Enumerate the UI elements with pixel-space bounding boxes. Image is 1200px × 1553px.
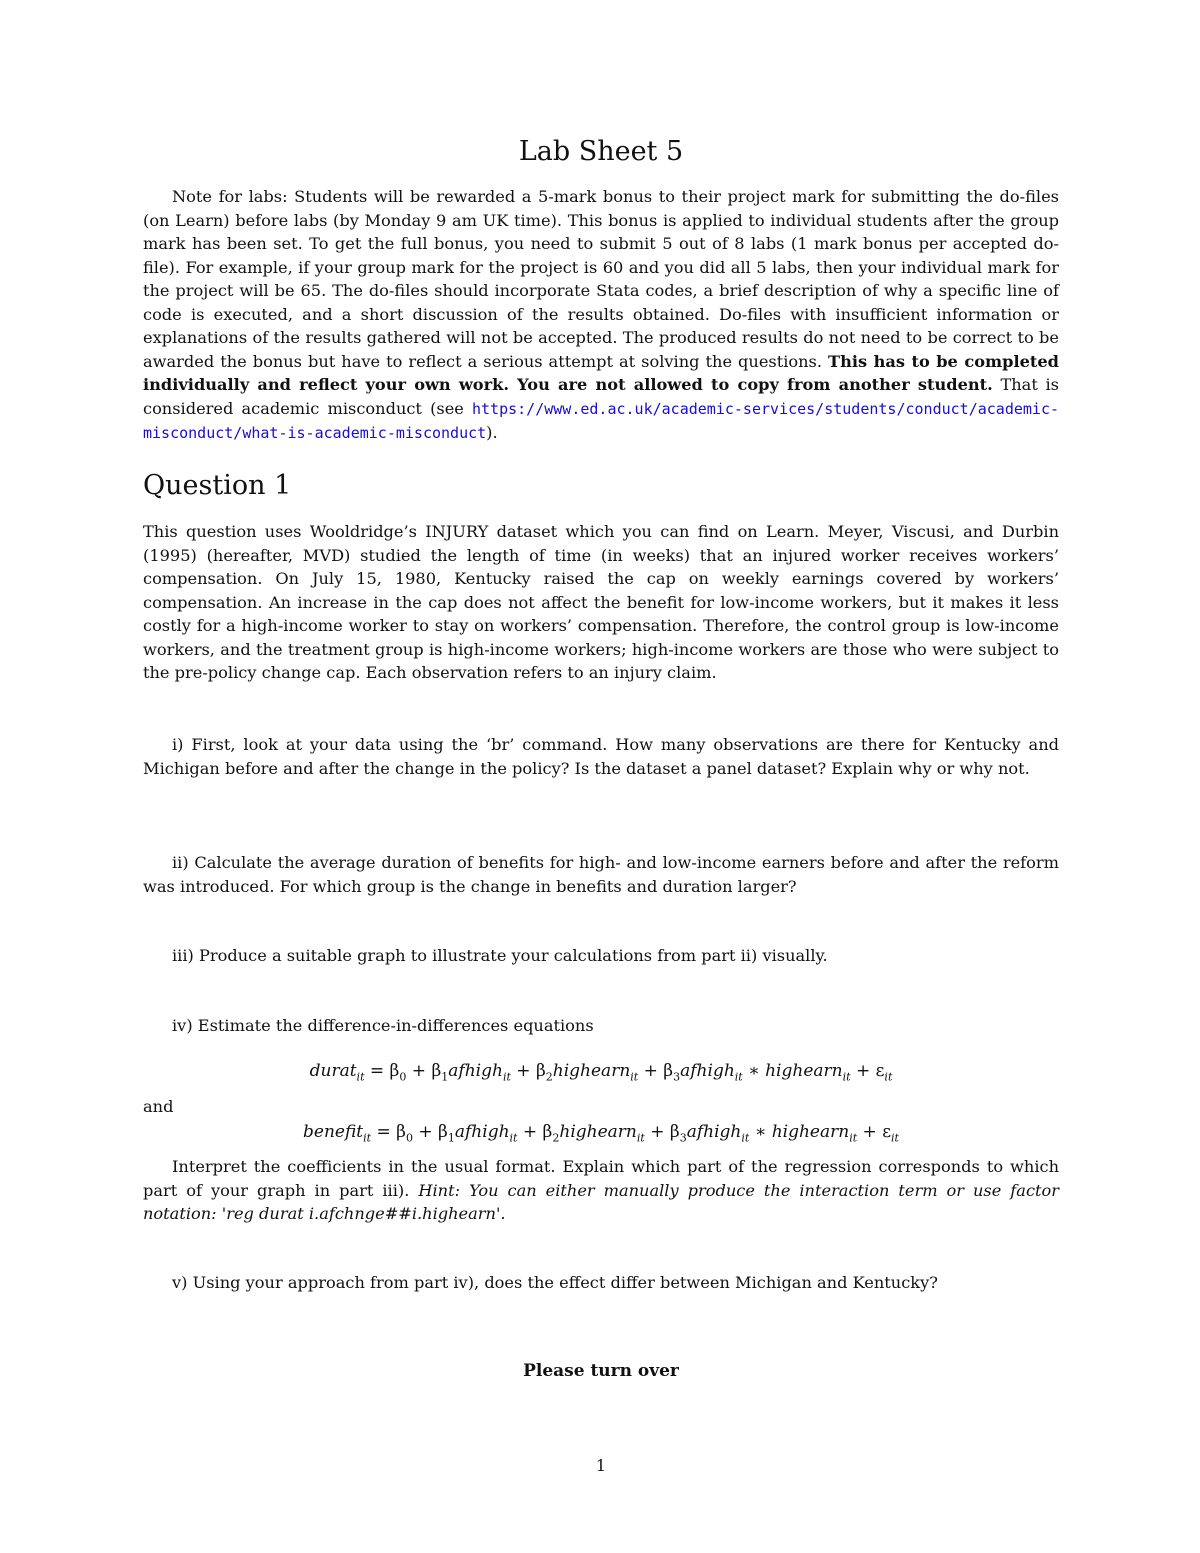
eq1-lhs: durat: [309, 1061, 357, 1081]
question-part-iii: iii) Produce a suitable graph to illustrate your calculations from part ii) visually.: [172, 946, 828, 965]
question-part-iv: iv) Estimate the difference-in-differences equations: [172, 1016, 594, 1035]
misconduct-link[interactable]: https://www.ed.ac.uk/academic-services/students/conduct/academic-misconduct/what-is-academic-misconduct: [143, 399, 1059, 442]
note-text: Note for labs: Students will be rewarded a 5-mark bonus to their project mark for submitting the do-files (on Learn) before labs (by Monday 9 am UK time). This bonus is applied to individual students after the group mark has been set. To get the full bonus, you need to submit 5 out of 8 labs (1 mark bonus per accepted do-file). For example, if your group mark for the project is 60 and you did all 5 labs, then your individual mark for the project will be 65. The do-files should incorporate Stata codes, a brief description of why a specific line of code is executed, and a short discussion of the results obtained. Do-files with insufficient information or explanations of the results gathered will not be accepted. The produced results do not need to be correct to be awarded the bonus but have to reflect a serious attempt at solving the questions.: [143, 187, 1059, 371]
lab-note-paragraph: [143, 185, 1059, 446]
question-part-ii: ii) Calculate the average duration of benefits for high- and low-income earners before and after the reform was introduced. For which group is the change in benefits and duration larger?: [143, 853, 1059, 896]
note-bold-warning: This has to be completed individually and reflect your own work. You are not allowed to copy from another student.: [143, 351, 1059, 394]
eq2-lhs: benefit: [303, 1122, 364, 1142]
interpret-text: Interpret the coefficients in the usual format. Explain which part of the regression corresponds to which part of your graph in part iii).: [143, 1157, 1059, 1200]
document-page: [143, 0, 1059, 1553]
page-number: 1: [595, 1456, 607, 1475]
and-connector: and: [143, 1097, 174, 1116]
turn-over-note: Please turn over: [523, 1361, 679, 1381]
question-part-i: i) First, look at your data using the ‘br’ command. How many observations are there for Kentucky and Michigan before and after the change in the policy? Is the dataset a panel dataset? Explain why or why not.: [143, 735, 1059, 778]
question-1-heading: Question 1: [143, 470, 292, 501]
interpretation-paragraph: [143, 1155, 1059, 1226]
page-title: Lab Sheet 5: [518, 136, 684, 167]
note-closing: ).: [486, 423, 498, 442]
hint-label: Hint:: [418, 1180, 461, 1200]
question-1-intro: This question uses Wooldridge’s INJURY dataset which you can find on Learn. Meyer, Viscusi, and Durbin (1995) (hereafter, MVD) studied the length of time (in weeks) that an injured worker receives workers’ compensation. On July 15, 1980, Kentucky raised the cap on weekly earnings covered by workers’ compensation. An increase in the cap does not affect the benefit for low-income workers, but it makes it less costly for a high-income worker to stay on workers’ compensation. Therefore, the control group is low-income workers, and the treatment group is high-income workers; high-income workers are those who were subject to the pre-policy change cap. Each observation refers to an injury claim.: [143, 522, 1059, 682]
hint-text: You can either manually produce the interaction term or use factor notation: 'reg durat i.afchnge##i.highearn'.: [143, 1180, 1059, 1223]
equation-benefit: benefit$_{it}$ = $\beta_0$ + $\beta_1afhigh_{it}$ + $\beta_2highearn_{it}$ + $\beta_3afhigh_{it}$ ∗ highearn$_{it}$ + $\varepsilon_{it}$: [303, 1122, 899, 1145]
note-misconduct-text: That is considered academic misconduct (see: [143, 375, 1059, 418]
question-part-v: v) Using your approach from part iv), does the effect differ between Michigan and Kentucky?: [172, 1273, 938, 1292]
equation-durat: durat$_{it}$ = $\beta_0$ + $\beta_1afhigh_{it}$ + $\beta_2highearn_{it}$ + $\beta_3afhigh_{it}$ ∗ highearn$_{it}$ + $\varepsilon_{it}$: [309, 1061, 893, 1084]
